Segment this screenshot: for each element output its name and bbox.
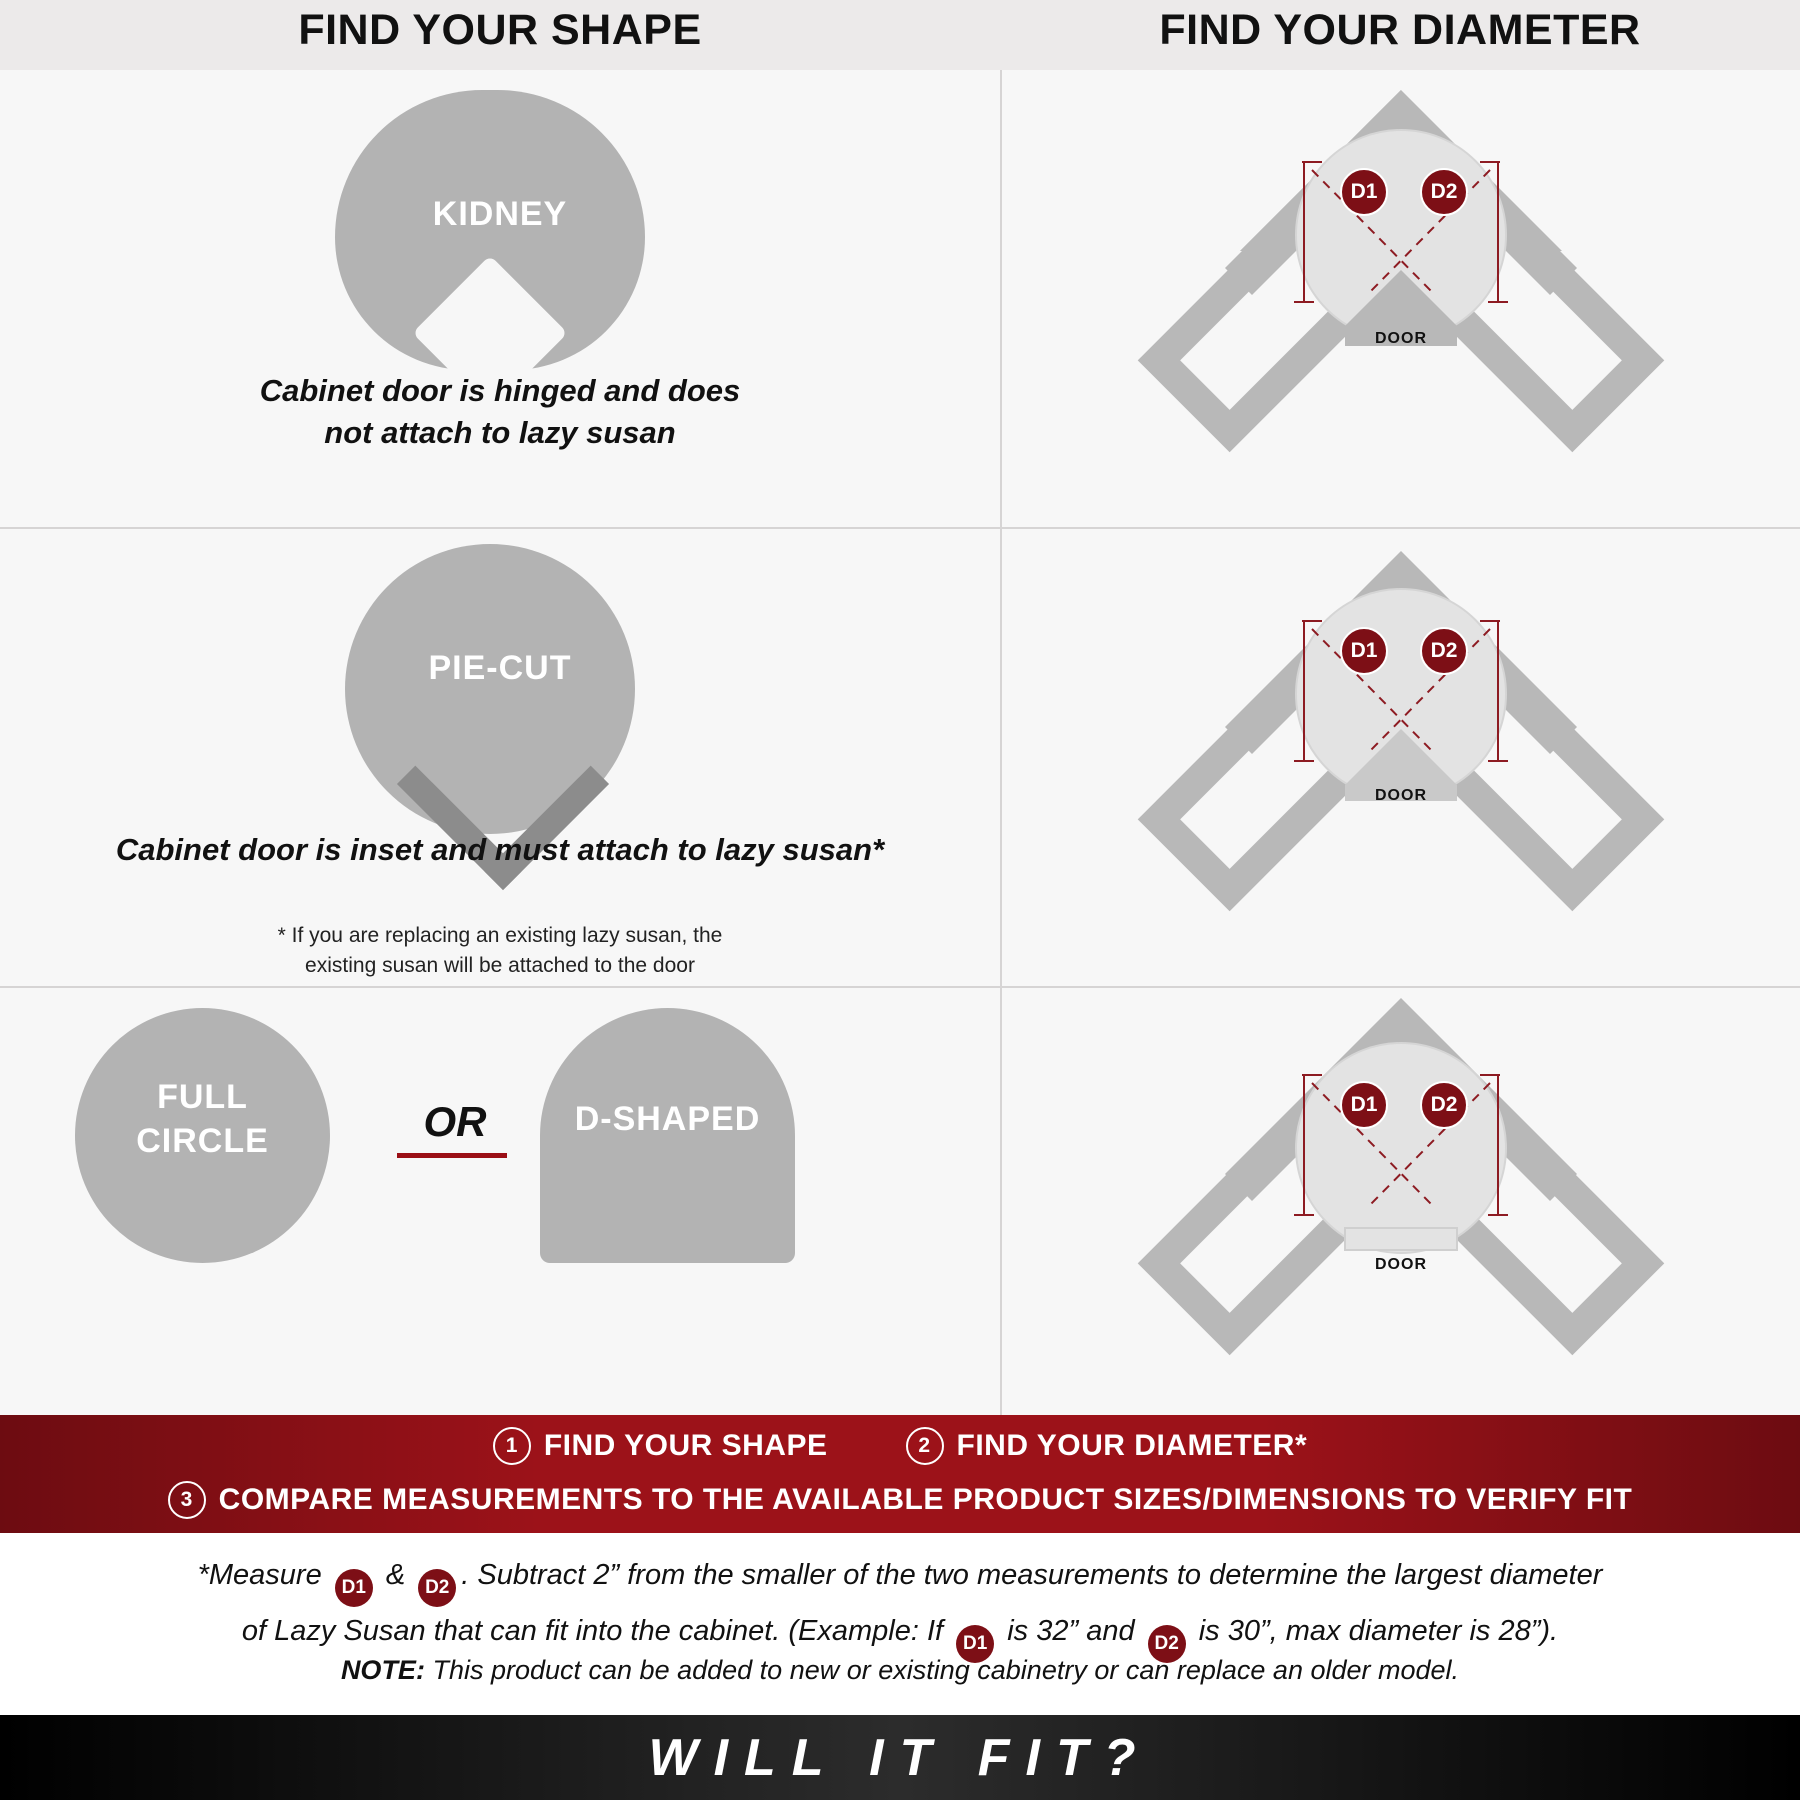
full-circle-label-line2: CIRCLE xyxy=(136,1122,269,1160)
measure-part-2: . Subtract 2” from the smaller of the two measurements to determine the largest diameter xyxy=(461,1559,1603,1591)
badge-d2: D2 xyxy=(1420,168,1468,216)
badge-d2: D2 xyxy=(1420,1081,1468,1129)
note-label: NOTE: xyxy=(340,1655,425,1685)
full-circle-label-line1: FULL xyxy=(157,1078,248,1116)
cell-kidney-shape xyxy=(0,70,1000,527)
or-label: OR xyxy=(423,1098,487,1145)
measure-part-1: *Measure xyxy=(197,1559,322,1591)
product-note xyxy=(0,1655,1800,1686)
kidney-label: KIDNEY xyxy=(432,195,568,233)
piecut-subnote xyxy=(0,921,1000,981)
cabinet-diagram-kidney xyxy=(1002,70,1800,527)
piecut-subnote-line1: * If you are replacing an existing lazy susan, the xyxy=(277,924,723,947)
inline-badge-d1-example: D1 xyxy=(956,1625,994,1663)
kidney-caption xyxy=(0,370,1000,454)
badge-d1: D1 xyxy=(1340,1081,1388,1129)
pie-cut-label: PIE-CUT xyxy=(428,649,572,687)
inline-badge-d2: D2 xyxy=(418,1569,456,1607)
piecut-caption-line1: Cabinet door is inset and must attach to lazy susan* xyxy=(115,832,885,867)
step-2-number: 2 xyxy=(906,1427,944,1465)
cell-kidney-diagram xyxy=(1002,70,1800,527)
piecut-caption xyxy=(0,829,1000,871)
step-1-label: FIND YOUR SHAPE xyxy=(543,1429,828,1462)
kidney-caption-line2: not attach to lazy susan xyxy=(324,415,676,450)
badge-d2: D2 xyxy=(1420,627,1468,675)
cabinet-diagram-piecut xyxy=(1002,529,1800,986)
step-2-label: FIND YOUR DIAMETER* xyxy=(956,1429,1308,1462)
measure-part-3: of Lazy Susan that can fit into the cabinet. (Example: If xyxy=(241,1615,944,1647)
step-2 xyxy=(906,1427,1308,1465)
door-label: DOOR xyxy=(1375,787,1427,804)
step-3 xyxy=(168,1481,1633,1519)
cell-dshape-diagram xyxy=(1002,988,1800,1415)
step-3-label: COMPARE MEASUREMENTS TO THE AVAILABLE PRODUCT SIZES/DIMENSIONS TO VERIFY FIT xyxy=(218,1483,1633,1516)
note-body: This product can be added to new or existing cabinetry or can replace an older model. xyxy=(432,1655,1460,1685)
cell-circle-shapes xyxy=(0,988,1000,1415)
footer-title: WILL IT FIT? xyxy=(648,1728,1152,1787)
measure-part-5: is 30”, max diameter is 28”). xyxy=(1198,1615,1559,1647)
inline-badge-d2-example: D2 xyxy=(1148,1625,1186,1663)
step-1-number: 1 xyxy=(493,1427,531,1465)
steps-row-2 xyxy=(0,1481,1800,1519)
or-underline xyxy=(397,1153,507,1158)
step-3-number: 3 xyxy=(168,1481,206,1519)
header-title-diameter: FIND YOUR DIAMETER xyxy=(1159,6,1641,54)
measure-note-area xyxy=(0,1533,1800,1715)
header-title-shape: FIND YOUR SHAPE xyxy=(298,6,702,54)
measure-instructions xyxy=(0,1551,1800,1663)
header xyxy=(0,0,1800,70)
measure-amp: & xyxy=(385,1559,406,1591)
footer-banner xyxy=(0,1715,1800,1800)
measure-part-4: is 32” and xyxy=(1007,1615,1135,1647)
door-label: DOOR xyxy=(1375,1256,1427,1273)
steps-bar xyxy=(0,1415,1800,1533)
cell-piecut-diagram xyxy=(1002,529,1800,986)
badge-d1: D1 xyxy=(1340,627,1388,675)
piecut-subnote-line2: existing susan will be attached to the door xyxy=(305,954,695,977)
measure-line-1 xyxy=(0,1551,1800,1607)
inline-badge-d1: D1 xyxy=(335,1569,373,1607)
cabinet-diagram-dshape xyxy=(1002,988,1800,1415)
cell-piecut-shape xyxy=(0,529,1000,986)
steps-row-1 xyxy=(0,1427,1800,1465)
content-grid xyxy=(0,70,1800,1415)
step-1 xyxy=(493,1427,828,1465)
badge-d1: D1 xyxy=(1340,168,1388,216)
kidney-caption-line1: Cabinet door is hinged and does xyxy=(259,373,741,408)
d-shaped-label: D-SHAPED xyxy=(574,1100,761,1138)
door-label: DOOR xyxy=(1375,330,1427,347)
